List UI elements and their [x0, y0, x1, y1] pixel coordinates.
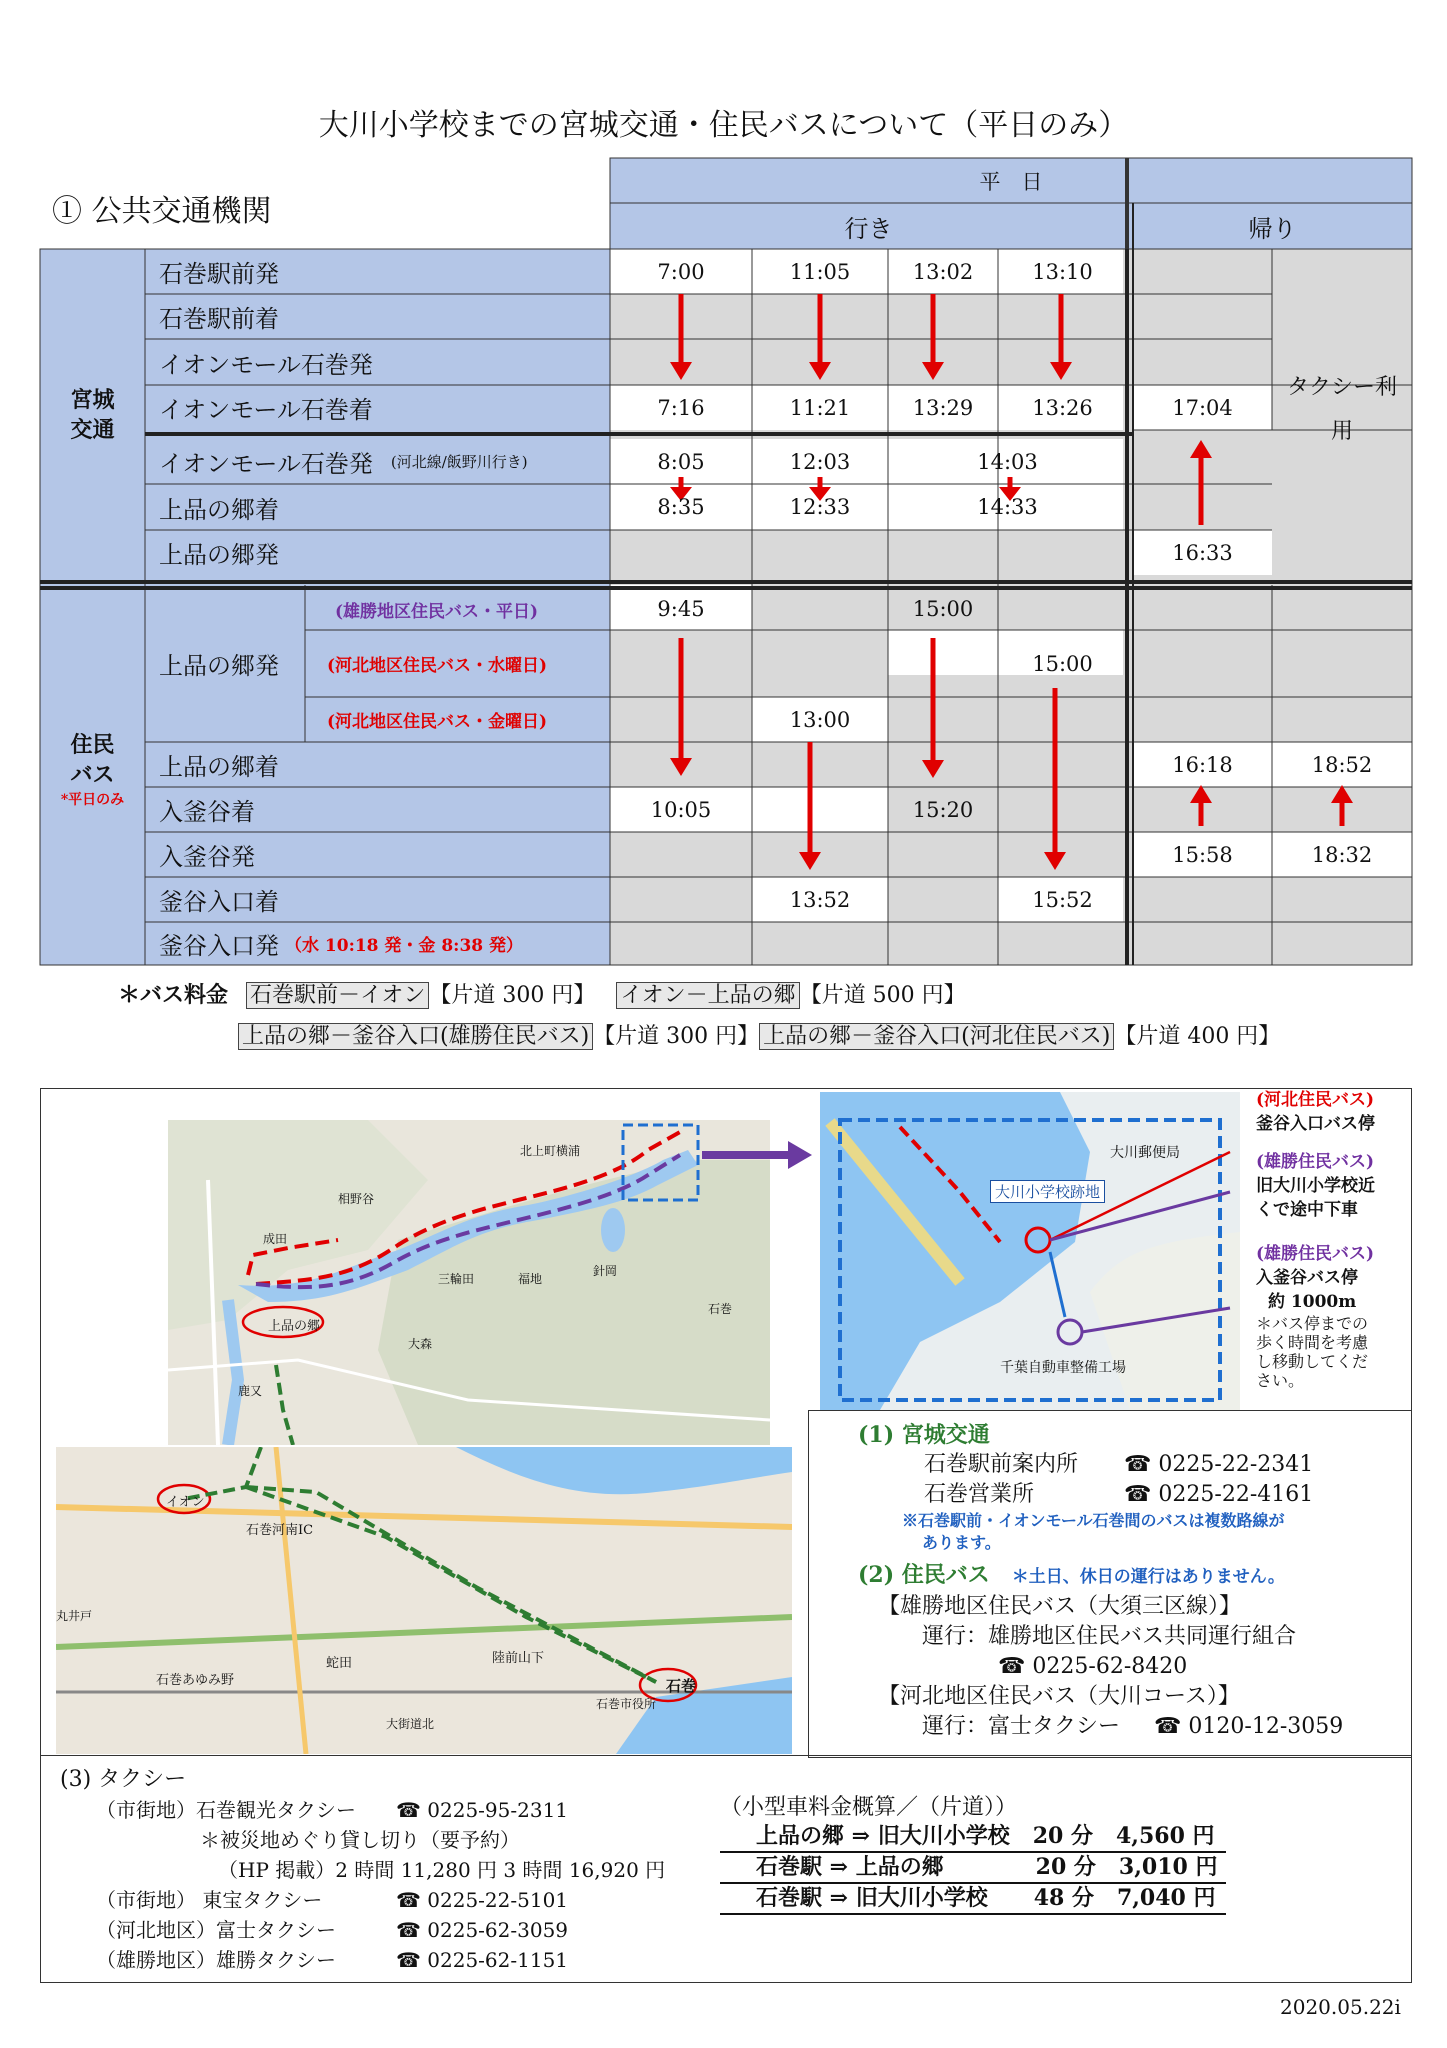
map-label: 針岡 [593, 1264, 618, 1278]
row-label: 上品の郷着 [159, 753, 279, 781]
bus-fares: ＊バス料金 石巻駅前－イオン 【片道 300 円】 イオン－上品の郷 【片道 500 円】 [118, 982, 966, 1008]
row-label: イオンモール石巻発 (河北線/飯野川行き) [159, 450, 528, 478]
map-label: 千葉自動車整備工場 [1000, 1360, 1126, 1376]
time-cell: 12:03 [789, 449, 851, 474]
map-label: 蛇田 [326, 1656, 353, 1671]
header-weekday: 平 日 [979, 169, 1043, 194]
header-return: 帰り [1248, 214, 1297, 243]
bus-fares-2: 上品の郷－釜谷入口(雄勝住民バス) 【片道 300 円】 上品の郷－釜谷入口(河北住民バス) 【片道 400 円】 [238, 1019, 1280, 1050]
time-cell: 14:03 [977, 449, 1038, 474]
row-label: 入釜谷着 [159, 798, 255, 826]
map-label: 石巻河南IC [246, 1523, 314, 1538]
group-jumin: 住民バス *平日のみ [60, 732, 125, 808]
map-label: 石巻 [708, 1302, 733, 1316]
time-cell: 18:32 [1311, 842, 1373, 867]
map-label: 丸井戸 [56, 1609, 93, 1623]
map-label: 鹿又 [238, 1384, 263, 1398]
row-label: イオンモール石巻着 [159, 396, 373, 424]
map-label: 相野谷 [338, 1192, 375, 1206]
time-cell: 13:10 [1032, 259, 1093, 284]
time-cell: 14:33 [977, 495, 1038, 519]
map-label: 北上町横浦 [520, 1144, 581, 1158]
map-label: イオン [166, 1495, 205, 1510]
map-annotations: (河北住民バス) 釜谷入口バス停 (雄勝住民バス) 旧大川小学校近 くで途中下車 (雄勝住民バス) 入釜谷バス停 約 1000m ＊バス停までの 歩く時間を考慮 し移動してくだ さい。 [1256, 1090, 1375, 1390]
map-detail [820, 1092, 1240, 1410]
map-label: 大街道北 [386, 1717, 435, 1731]
map-city [56, 1447, 792, 1754]
time-cell: 10:05 [650, 797, 712, 822]
map-label: 石巻市役所 [596, 1697, 657, 1711]
row-label: 石巻駅前着 [159, 305, 279, 333]
row-label: 上品の郷着 [159, 495, 279, 524]
time-cell: 13:00 [789, 707, 851, 732]
header-go: 行き [844, 214, 893, 243]
time-cell: 13:29 [912, 395, 974, 420]
map-label: 石巻あゆみ野 [156, 1673, 235, 1688]
time-cell: 7:16 [657, 395, 705, 420]
map-label: 大川郵便局 [1110, 1145, 1180, 1161]
time-cell: 11:21 [789, 395, 851, 420]
time-cell: 8:35 [657, 495, 705, 519]
time-cell: 13:52 [789, 887, 851, 912]
time-cell: 15:52 [1032, 887, 1093, 912]
time-cell: 8:05 [657, 449, 705, 474]
time-cell: 17:04 [1172, 395, 1233, 420]
section-heading: ① 公共交通機関 [52, 194, 272, 229]
time-cell: 9:45 [657, 597, 705, 621]
map-arrow [700, 1135, 820, 1175]
contact-info: (1) 宮城交通 石巻駅前案内所 ☎ 0225-22-2341 石巻営業所 ☎ 0225-22-4161 ※石巻駅前・イオンモール石巻間のバスは複数路線が あります。 (2) 住民バス ＊土日、休日の運行はありません。 【雄勝地区住民バス（大須三区線）】 運行：雄勝地区住民バス共同運行組合 ☎ 0225-62-8420 【河北地区住民バス（大川コース）】 運行：富士タクシー ☎ 0120-12-3059 [858, 1422, 1344, 1739]
date-stamp: 2020.05.22i [1280, 1995, 1401, 2019]
taxi-label: タクシー利用 [1286, 375, 1397, 444]
time-cell: 15:58 [1172, 842, 1233, 867]
time-cell: 11:05 [789, 259, 851, 284]
time-cell: 15:20 [912, 797, 974, 822]
time-cell: 16:33 [1172, 540, 1233, 565]
map-label: 石巻 [666, 1677, 697, 1695]
row-label: 石巻駅前発 [159, 260, 279, 288]
row-label: 上品の郷発 [159, 652, 279, 680]
taxi-estimates: （小型車料金概算／（片道）） 上品の郷 ⇒ 旧大川小学校 20 分 4,560 円 石巻駅 ⇒ 上品の郷 20 分 3,010 円 石巻駅 ⇒ 旧大川小学校 48 分 7,040 円 [720, 1793, 1226, 1915]
row-label: 釜谷入口着 [159, 888, 279, 916]
page-title: 大川小学校までの宮城交通・住民バスについて（平日のみ） [318, 108, 1129, 143]
row-sublabel: (河北地区住民バス・金曜日) [327, 712, 548, 732]
map-label: 三輪田 [438, 1272, 475, 1286]
time-cell: 13:26 [1032, 395, 1093, 420]
map-overview [168, 1120, 770, 1445]
map-label: 陸前山下 [492, 1651, 545, 1666]
map-label: 大森 [408, 1337, 433, 1351]
row-sublabel: (河北地区住民バス・水曜日) [327, 656, 548, 676]
map-label: 成田 [263, 1232, 288, 1246]
time-cell: 16:18 [1172, 752, 1233, 777]
map-label-school: 大川小学校跡地 [990, 1180, 1105, 1203]
map-label: 福地 [518, 1272, 543, 1286]
time-cell: 15:00 [1032, 651, 1093, 676]
time-cell: 12:33 [789, 495, 851, 519]
time-cell: 15:00 [912, 597, 974, 621]
row-label: 上品の郷発 [159, 541, 279, 569]
taxi-section: (3) タクシー （市街地）石巻観光タクシー ☎ 0225-95-2311 ＊被災地めぐり貸し切り（要予約） （HP 掲載）2 時間 11,280 円 3 時間 16,920 円 （市街地） 東宝タクシー ☎ 0225-22-5101 （河北地区）富士タクシー ☎ 0225-62-3059 （雄勝地区）雄勝タクシー ☎ 0225-62-1151 [60, 1767, 666, 1972]
time-cell: 7:00 [657, 259, 705, 284]
row-label: 釜谷入口発 （水 10:18 発・金 8:38 発） [159, 932, 524, 960]
time-cell: 18:52 [1311, 752, 1373, 777]
row-label: 入釜谷発 [159, 843, 255, 871]
map-label: 上品の郷 [268, 1319, 321, 1334]
row-label: イオンモール石巻発 [159, 350, 373, 379]
row-sublabel: (雄勝地区住民バス・平日) [335, 601, 539, 622]
time-cell: 13:02 [912, 259, 974, 284]
group-miyagi: 宮城交通 [70, 387, 115, 443]
